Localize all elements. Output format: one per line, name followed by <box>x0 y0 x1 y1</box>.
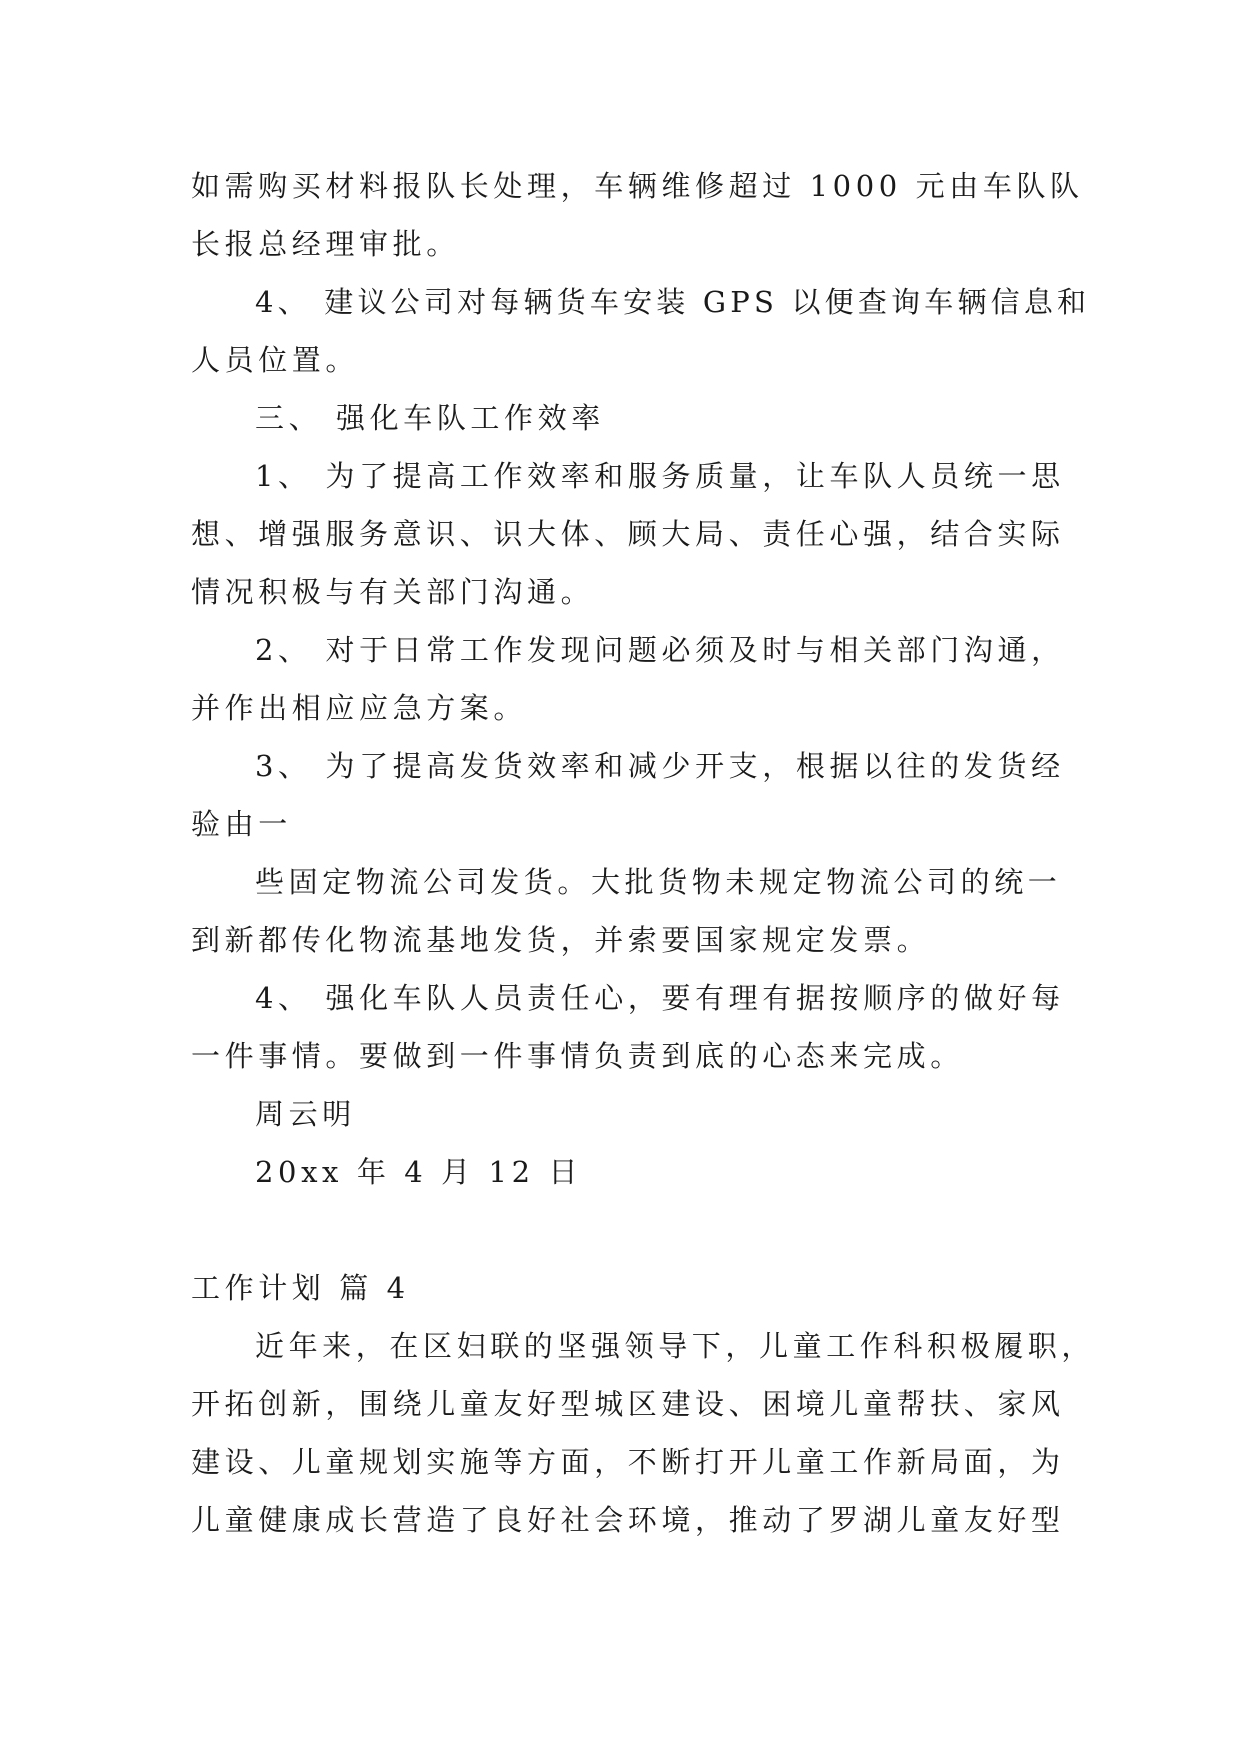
list-item-line: 1、 为了提高工作效率和服务质量，让车队人员统一思 <box>255 459 1065 493</box>
paragraph-line: 到新都传化物流基地发货，并索要国家规定发票。 <box>191 923 931 957</box>
paragraph-line: 近年来，在区妇联的坚强领导下，儿童工作科积极履职， <box>255 1329 1096 1363</box>
signature-date: 20xx 年 4 月 12 日 <box>255 1155 583 1189</box>
list-item-line: 2、 对于日常工作发现问题必须及时与相关部门沟通， <box>255 633 1065 667</box>
paragraph-line: 验由一 <box>191 807 292 841</box>
paragraph-line: 情况积极与有关部门沟通。 <box>191 575 595 609</box>
section-title: 工作计划 篇 4 <box>191 1271 410 1305</box>
paragraph-line: 长报总经理审批。 <box>191 227 460 261</box>
paragraph-line: 开拓创新，围绕儿童友好型城区建设、困境儿童帮扶、家风 <box>191 1387 1065 1421</box>
paragraph-line: 如需购买材料报队长处理，车辆维修超过 1000 元由车队队 <box>191 169 1084 203</box>
paragraph-line: 些固定物流公司发货。大批货物未规定物流公司的统一 <box>255 865 1062 899</box>
list-item-line: 4、 建议公司对每辆货车安装 GPS 以便查询车辆信息和 <box>255 285 1091 319</box>
paragraph-line: 想、增强服务意识、识大体、顾大局、责任心强，结合实际 <box>191 517 1065 551</box>
paragraph-line: 人员位置。 <box>191 343 360 377</box>
paragraph-line: 建设、儿童规划实施等方面，不断打开儿童工作新局面，为 <box>191 1445 1065 1479</box>
section-heading: 三、 强化车队工作效率 <box>255 401 605 435</box>
list-item-line: 4、 强化车队人员责任心，要有理有据按顺序的做好每 <box>255 981 1065 1015</box>
paragraph-line: 一件事情。要做到一件事情负责到底的心态来完成。 <box>191 1039 964 1073</box>
signature-name: 周云明 <box>255 1097 356 1131</box>
paragraph-line: 儿童健康成长营造了良好社会环境，推动了罗湖儿童友好型 <box>191 1503 1065 1537</box>
paragraph-line: 并作出相应应急方案。 <box>191 691 528 725</box>
list-item-line: 3、 为了提高发货效率和减少开支，根据以往的发货经 <box>255 749 1065 783</box>
